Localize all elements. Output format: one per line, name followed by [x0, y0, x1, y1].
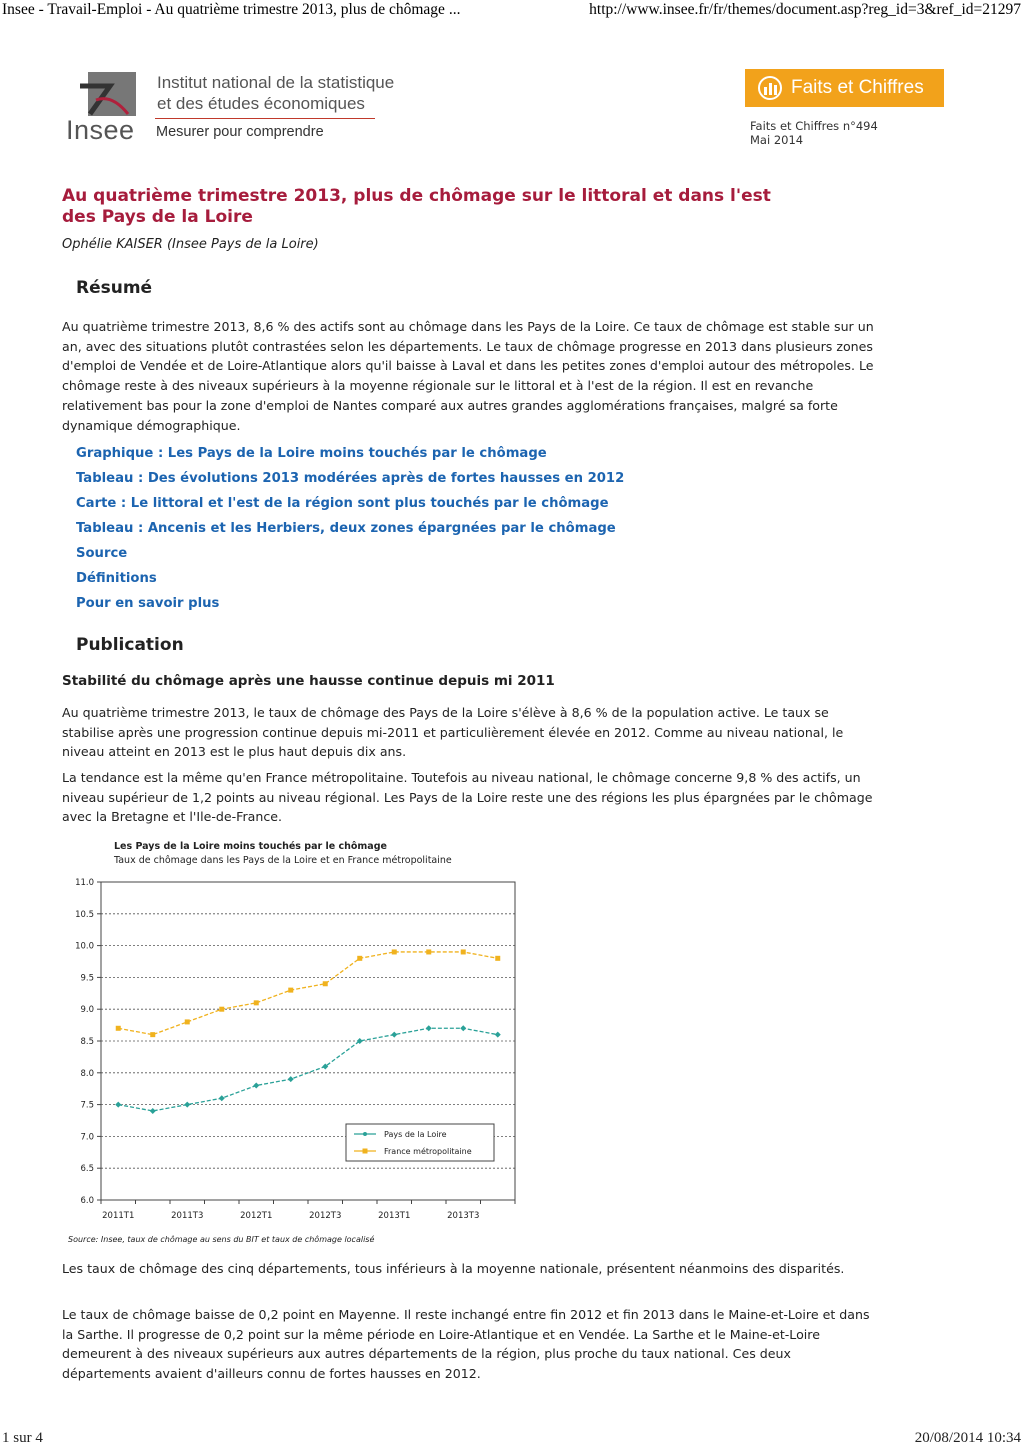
- data-point: [184, 1102, 190, 1108]
- y-tick-label: 7.0: [80, 1132, 94, 1143]
- series-line-0: [118, 1028, 498, 1111]
- legend-marker: [363, 1132, 367, 1136]
- legend-label: France métropolitaine: [384, 1147, 472, 1156]
- y-tick-label: 9.5: [80, 973, 94, 984]
- chart-subtitle: Taux de chômage dans les Pays de la Loire et en France métropolitaine: [114, 855, 452, 866]
- data-point: [254, 1000, 259, 1005]
- logo-wordmark: Insee: [66, 115, 135, 145]
- print-header-url: http://www.insee.fr/fr/themes/document.asp?reg_id=3&ref_id=21297: [589, 1, 1021, 18]
- y-tick-label: 6.5: [80, 1164, 94, 1175]
- toc-link-tableau-zones[interactable]: Tableau : Ancenis et les Herbiers, deux zones épargnées par le chômage: [76, 521, 616, 536]
- x-tick-label: 2011T3: [171, 1211, 204, 1221]
- data-point: [392, 949, 397, 954]
- section-subheading: Stabilité du chômage après une hausse continue depuis mi 2011: [62, 673, 555, 689]
- toc-link-carte[interactable]: Carte : Le littoral et l'est de la région sont plus touchés par le chômage: [76, 496, 609, 511]
- data-point: [150, 1108, 156, 1114]
- institute-name-line1: Institut national de la statistique: [157, 73, 395, 92]
- resume-heading: Résumé: [76, 278, 153, 298]
- y-tick-label: 9.0: [80, 1005, 94, 1016]
- y-tick-label: 7.5: [80, 1100, 94, 1111]
- x-tick-label: 2013T1: [378, 1211, 411, 1221]
- publication-heading: Publication: [76, 635, 184, 655]
- y-tick-label: 6.0: [80, 1196, 94, 1206]
- toc-link-source[interactable]: Source: [76, 546, 128, 561]
- data-point: [219, 1007, 224, 1012]
- data-point: [288, 988, 293, 993]
- chart-source: Source: Insee, taux de chômage au sens du BIT et taux de chômage localisé: [68, 1235, 375, 1244]
- institute-name-line2: et des études économiques: [157, 94, 365, 113]
- table-of-contents: [76, 444, 624, 619]
- print-footer-timestamp: 20/08/2014 10:34: [914, 1430, 1021, 1446]
- print-footer-page: 1 sur 4: [2, 1430, 43, 1446]
- faits-et-chiffres-badge: [745, 69, 944, 107]
- chart-bars-icon: [757, 75, 783, 101]
- data-point: [253, 1083, 259, 1089]
- logo-divider: [155, 118, 375, 119]
- data-point: [460, 1025, 466, 1031]
- data-point: [391, 1032, 397, 1038]
- data-point: [288, 1076, 294, 1082]
- data-point: [426, 949, 431, 954]
- print-header-title: Insee - Travail-Emploi - Au quatrième trimestre 2013, plus de chômage ...: [2, 1, 461, 18]
- data-point: [150, 1032, 155, 1037]
- article-author: Ophélie KAISER (Insee Pays de la Loire): [62, 237, 319, 252]
- data-point: [323, 981, 328, 986]
- legend-label: Pays de la Loire: [384, 1130, 447, 1139]
- data-point: [495, 1032, 501, 1038]
- publication-date: Mai 2014: [750, 133, 804, 147]
- toc-link-tableau-evolutions[interactable]: Tableau : Des évolutions 2013 modérées après de fortes hausses en 2012: [76, 471, 625, 486]
- x-tick-label: 2012T3: [309, 1211, 342, 1221]
- insee-logo-icon: [66, 70, 138, 118]
- data-point: [116, 1026, 121, 1031]
- y-tick-label: 10.5: [75, 909, 94, 920]
- data-point: [185, 1019, 190, 1024]
- legend-marker: [363, 1149, 368, 1154]
- data-point: [357, 956, 362, 961]
- body-paragraph-2: La tendance est la même qu'en France métropolitaine. Toutefois au niveau national, le chômage concerne 9,8 % des actifs, un niveau supérieur de 1,2 points au niveau régional. Les Pays de la Loire reste une des régions les plus épargnées par le chômage avec la Bretagne et l'Ile-de-France.: [62, 770, 873, 825]
- series-line-1: [118, 952, 498, 1035]
- chart-title: Les Pays de la Loire moins touchés par le chômage: [114, 841, 387, 852]
- data-point: [219, 1095, 225, 1101]
- data-point: [426, 1025, 432, 1031]
- toc-link-definitions[interactable]: Définitions: [76, 571, 157, 586]
- y-tick-label: 8.5: [80, 1037, 94, 1047]
- body-paragraph-1: Au quatrième trimestre 2013, le taux de chômage des Pays de la Loire s'élève à 8,6 % de la population active. Le taux se stabilise après une progression continue depuis mi-2011 et particulièrement élevée en 2012. Comme au niveau national, le niveau atteint en 2013 est le plus haut depuis dix ans.: [62, 705, 844, 760]
- unemployment-line-chart: [58, 836, 528, 1251]
- x-tick-label: 2012T1: [240, 1211, 273, 1221]
- toc-link-graphique[interactable]: Graphique : Les Pays de la Loire moins touchés par le chômage: [76, 446, 547, 461]
- body-paragraph-4: Le taux de chômage baisse de 0,2 point en Mayenne. Il reste inchangé entre fin 2012 et fin 2013 dans le Maine-et-Loire et dans la Sarthe. Il progresse de 0,2 point sur la même période en Loire-Atlantique et en Vendée. La Sarthe et le Maine-et-Loire demeurent à des niveaux supérieurs aux autres départements de la région, plus proche du taux national. Ces deux départements avaient d'ailleurs connu de fortes hausses en 2012.: [62, 1307, 870, 1382]
- y-tick-label: 8.0: [80, 1068, 94, 1079]
- print-header: [0, 0, 1024, 22]
- resume-paragraph: Au quatrième trimestre 2013, 8,6 % des actifs sont au chômage dans les Pays de la Loire. Ce taux de chômage est stable sur un an, avec des situations plutôt contrastées selon les départements. Le taux de chômage progresse en 2013 dans plusieurs zones d'emploi de Vendée et de Loire-Atlantique alors qu'il baisse à Laval et dans les petites zones d'emploi autour des métropoles. Le chômage reste à des niveaux supérieurs à la moyenne régionale sur le littoral et à l'est de la région. Il est en revanche relativement bas pour la zone d'emploi de Nantes comparé aux autres grandes agglomérations françaises, malgré sa forte dynamique démographique.: [62, 319, 874, 433]
- article-title: Au quatrième trimestre 2013, plus de chômage sur le littoral et dans l'est des Pays de la Loire: [62, 186, 771, 227]
- data-point: [495, 956, 500, 961]
- publication-number: Faits et Chiffres n°494: [750, 119, 878, 133]
- body-paragraph-3: Les taux de chômage des cinq départements, tous inférieurs à la moyenne nationale, présentent néanmoins des disparités.: [62, 1261, 845, 1276]
- x-tick-label: 2013T3: [447, 1211, 480, 1221]
- x-tick-label: 2011T1: [102, 1211, 135, 1221]
- toc-link-en-savoir-plus[interactable]: Pour en savoir plus: [76, 596, 220, 611]
- y-tick-label: 11.0: [75, 878, 94, 888]
- data-point: [115, 1102, 121, 1108]
- logo-tagline: Mesurer pour comprendre: [156, 124, 324, 140]
- y-tick-label: 10.0: [75, 941, 94, 952]
- badge-label: Faits et Chiffres: [791, 77, 924, 98]
- data-point: [461, 949, 466, 954]
